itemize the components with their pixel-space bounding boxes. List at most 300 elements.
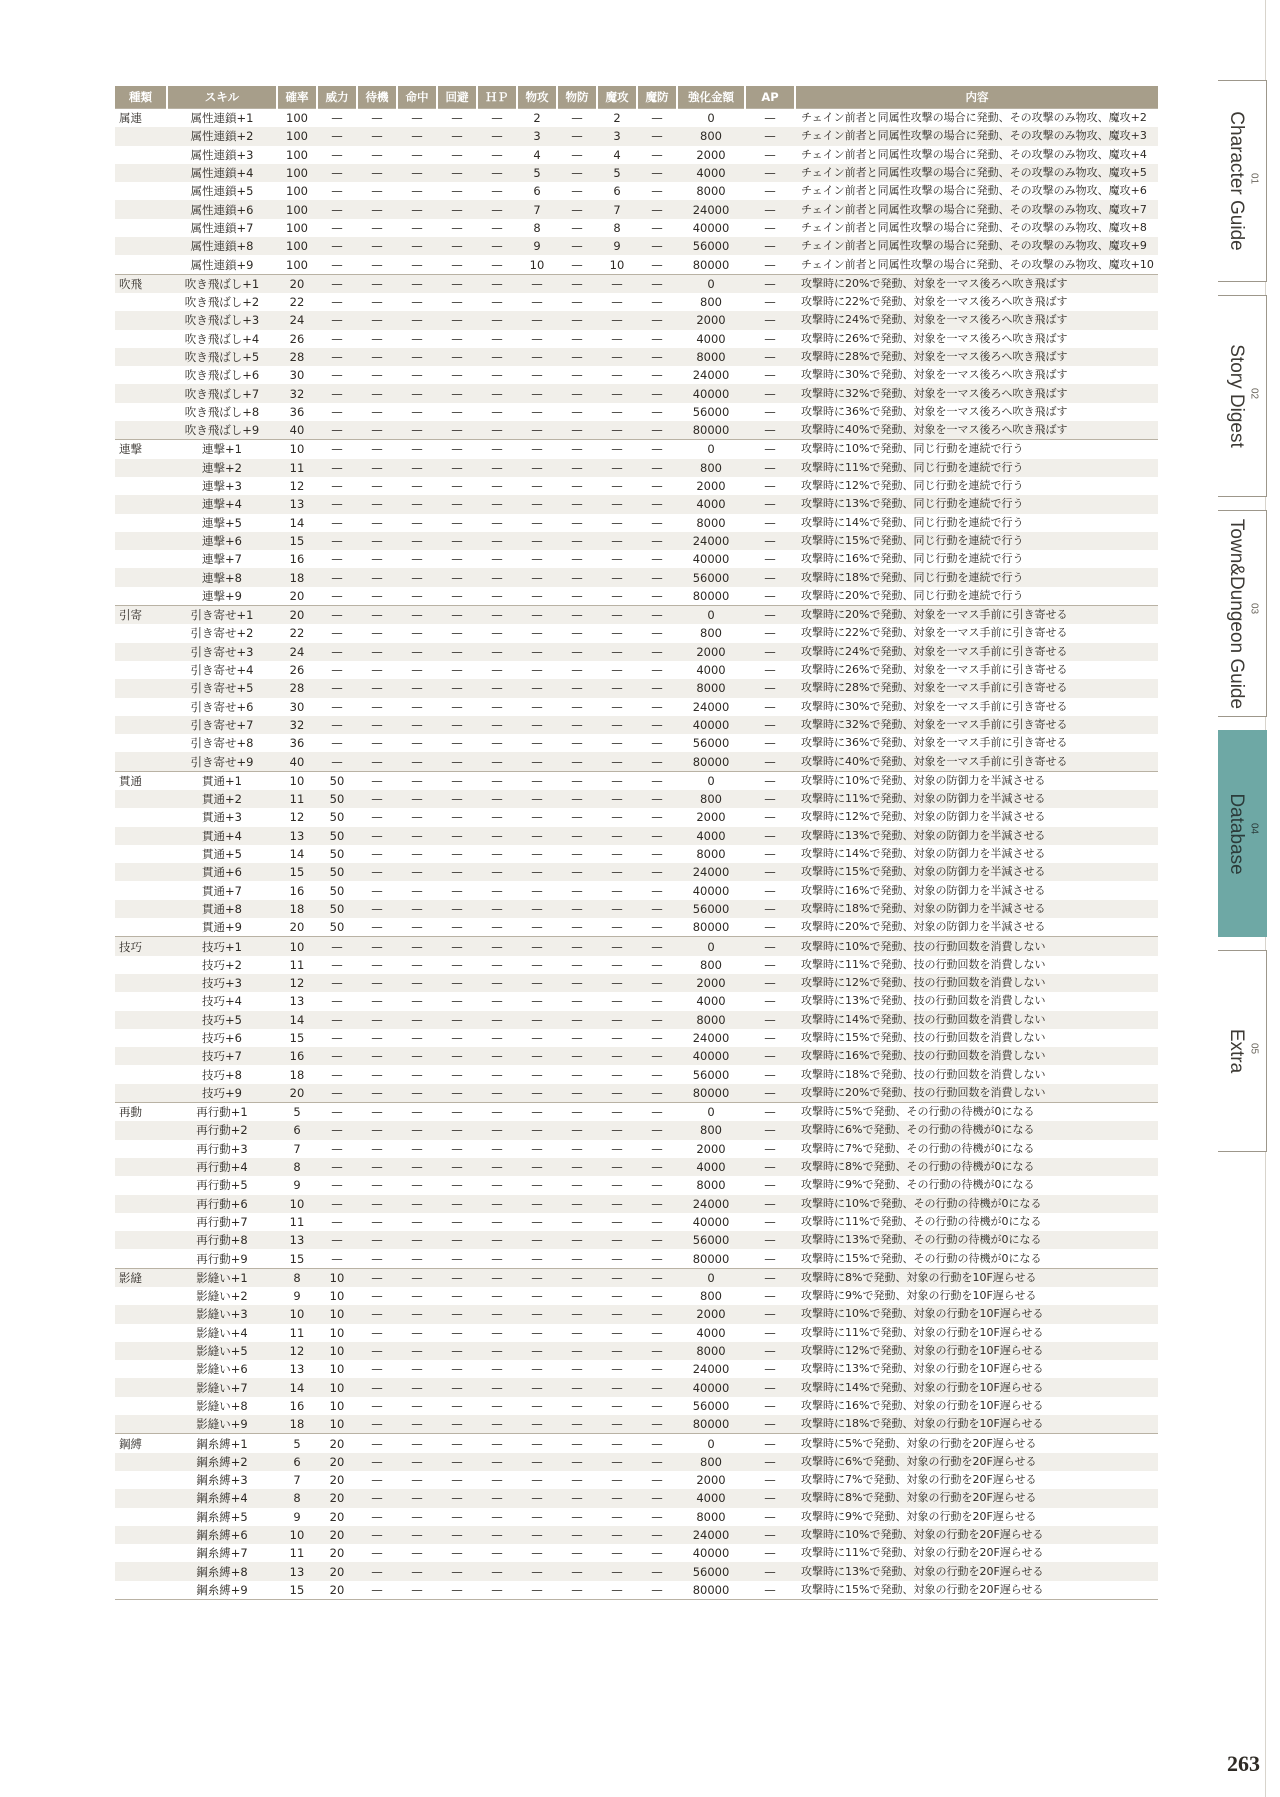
skill-type-cell [115,311,167,329]
hp-cell: — [491,883,503,898]
ap-cell: — [745,127,795,145]
mag-atk-cell: — [597,532,637,550]
skill-type-cell: 吹飛 [115,274,167,293]
description-cell: 攻撃時に36%で発動、対象を一マス後ろへ吹き飛ばす [801,404,1068,418]
table-row [115,403,1158,421]
ap-cell: — [745,752,795,771]
section-tab-1[interactable] [1218,80,1267,282]
power-cell: — [317,1158,357,1176]
skill-type-cell: 再動 [115,1103,167,1122]
mag-atk-cell: — [597,440,637,459]
wait-cell: — [371,1546,383,1561]
ap-cell: — [745,1489,795,1507]
description-cell: チェイン前者と同属性攻撃の場合に発動、その攻撃のみ物攻、魔攻+6 [801,184,1147,198]
accuracy-cell: — [411,920,423,935]
skill-name-cell: 連撃+1 [167,440,277,459]
wait-cell: — [371,1214,383,1229]
mag-atk-cell: — [597,1103,637,1122]
wait-cell: — [357,1268,397,1287]
ap-cell: — [764,1325,776,1340]
evasion-cell: — [437,164,477,182]
column-header: AP [745,86,795,109]
mag-def-cell: — [637,200,677,218]
wait-cell: — [371,1362,383,1377]
rate-cell: 100 [277,109,317,128]
upgrade-cost-cell: 0 [677,1268,745,1287]
ap-cell: — [745,200,795,218]
hp-cell: — [477,348,517,366]
wait-cell: — [357,109,397,128]
description-cell: 攻撃時に20%で発動、対象を一マス後ろへ吹き飛ばす [795,274,1158,293]
mag-atk-cell: — [597,1489,637,1507]
description-cell: 攻撃時に16%で発動、対象の行動を10F遅らせる [801,1398,1044,1412]
upgrade-cost-cell: 56000 [692,1398,730,1413]
description-cell: 攻撃時に8%で発動、その行動の待機が0になる [795,1158,1158,1176]
description-cell: 攻撃時に20%で発動、対象の防御力を半減させる [801,920,1046,934]
power-cell: — [317,532,357,550]
phys-def-cell: — [557,274,597,293]
hp-cell: — [477,311,517,329]
upgrade-cost-cell: 0 [677,274,745,293]
mag-atk-cell: — [597,421,637,440]
upgrade-cost-cell: 2000 [696,1473,726,1488]
skill-type-cell [115,587,167,606]
skill-name-cell: 属性連鎖+7 [190,220,254,235]
table-row [115,643,1158,661]
upgrade-cost-cell: 8000 [696,1509,726,1524]
phys-atk-cell: — [531,920,543,935]
power-cell: — [331,147,343,162]
skill-name-cell: 引き寄せ+7 [167,716,277,734]
phys-atk-cell: — [517,495,557,513]
phys-atk-cell: — [531,736,543,751]
mag-atk-cell: — [597,790,637,808]
mag-def-cell: — [637,1047,677,1065]
wait-cell: — [371,331,383,346]
evasion-cell: — [451,331,463,346]
rate-cell: 22 [289,626,305,641]
upgrade-cost-cell: 8000 [696,1178,726,1193]
rate-cell: 14 [289,515,305,530]
evasion-cell: — [437,421,477,440]
upgrade-cost-cell: 4000 [696,331,726,346]
wait-cell: — [357,1084,397,1103]
upgrade-cost-cell: 24000 [677,1195,745,1213]
skill-type-cell [115,1508,167,1526]
skill-type-cell [115,255,167,274]
phys-def-cell: — [557,1453,597,1471]
skill-name-cell: 貫通+1 [167,771,277,790]
hp-cell: — [491,994,503,1009]
skill-name-cell: 引き寄せ+4 [190,663,254,678]
skill-name-cell: 引き寄せ+8 [190,736,254,751]
description-cell: 攻撃時に10%で発動、対象の行動を20F遅らせる [795,1526,1158,1544]
wait-cell: — [371,1178,383,1193]
rate-cell: 36 [289,404,305,419]
ap-cell: — [745,771,795,790]
rate-cell: 26 [289,331,305,346]
description-cell: 攻撃時に11%で発動、対象の行動を20F遅らせる [801,1546,1044,1560]
ap-cell: — [745,1103,795,1122]
mag-atk-cell: 6 [613,184,621,199]
description-cell: 攻撃時に7%で発動、その行動の待機が0になる [801,1141,1035,1155]
ap-cell: — [745,459,795,477]
wait-cell: — [357,495,397,513]
accuracy-cell: — [411,220,423,235]
column-header: 内容 [795,86,1158,109]
skill-type-cell: 属連 [115,109,167,128]
ap-cell: — [745,1011,795,1029]
mag-atk-cell: 2 [597,109,637,128]
phys-atk-cell: — [517,1489,557,1507]
accuracy-cell: — [411,588,423,603]
evasion-cell: — [451,404,463,419]
rate-cell: 5 [277,1103,317,1122]
ap-cell: — [764,994,776,1009]
skill-type-cell [115,992,167,1010]
skill-name-cell: 再行動+8 [167,1231,277,1249]
power-cell: — [317,440,357,459]
ap-cell: — [764,847,776,862]
skill-type-cell [115,1378,167,1396]
ap-cell: — [764,588,776,603]
phys-def-cell: — [557,1526,597,1544]
rate-cell: 8 [277,1158,317,1176]
skill-name-cell: 吹き飛ばし+1 [167,274,277,293]
phys-atk-cell: — [531,1030,543,1045]
ap-cell: — [764,331,776,346]
mag-def-cell: — [651,1398,663,1413]
phys-atk-cell: 10 [529,257,545,272]
wait-cell: — [357,827,397,845]
evasion-cell: — [437,1489,477,1507]
phys-def-cell: — [571,295,583,310]
skill-name-cell: 技巧+1 [167,937,277,956]
mag-def-cell: — [637,1581,677,1600]
skill-type-cell [115,863,167,881]
rate-cell: 14 [277,1011,317,1029]
mag-atk-cell: — [597,716,637,734]
evasion-cell: — [437,109,477,128]
table-row [115,1249,1158,1268]
skill-type-cell [115,1562,167,1580]
ap-cell: — [745,495,795,513]
table-row [115,698,1158,716]
phys-def-cell: — [557,790,597,808]
description-cell: 攻撃時に15%で発動、その行動の待機が0になる [801,1251,1042,1265]
phys-atk-cell: — [531,368,543,383]
skill-name-cell: 属性連鎖+3 [190,147,254,162]
mag-def-cell: — [651,957,663,972]
mag-def-cell: — [637,348,677,366]
accuracy-cell: — [397,274,437,293]
evasion-cell: — [437,1562,477,1580]
mag-def-cell: — [637,679,677,697]
mag-def-cell: — [651,1325,663,1340]
accuracy-cell: — [411,552,423,567]
section-tab-label: Town&Dungeon Guide [1226,518,1247,709]
phys-atk-cell: — [531,1214,543,1229]
table-row [115,845,1158,863]
section-tab-label: Character Guide [1226,111,1247,251]
accuracy-cell: — [397,495,437,513]
ap-cell: — [745,716,795,734]
power-cell: — [317,974,357,992]
skill-type-cell [115,384,167,402]
phys-def-cell: — [557,440,597,459]
section-tab-5[interactable] [1218,950,1267,1152]
description-cell: 攻撃時に36%で発動、対象を一マス手前に引き寄せる [801,736,1068,750]
skill-name-cell: 吹き飛ばし+9 [167,421,277,440]
phys-atk-cell: — [517,440,557,459]
wait-cell: — [357,1011,397,1029]
phys-def-cell: — [557,1121,597,1139]
accuracy-cell: — [411,957,423,972]
phys-def-cell: — [557,109,597,128]
description-cell: 攻撃時に20%で発動、技の行動回数を消費しない [795,1084,1158,1103]
skill-name-cell: 鋼糸縛+1 [167,1434,277,1453]
phys-atk-cell: 6 [533,184,541,199]
mag-def-cell: — [637,1562,677,1580]
mag-atk-cell: — [597,679,637,697]
table-row [115,881,1158,899]
accuracy-cell: — [411,810,423,825]
phys-def-cell: — [557,1378,597,1396]
phys-atk-cell: 7 [517,200,557,218]
power-cell: — [317,237,357,255]
phys-def-cell: — [557,1195,597,1213]
table-row [115,109,1158,128]
skill-type-cell [115,532,167,550]
upgrade-cost-cell: 4000 [677,827,745,845]
upgrade-cost-cell: 800 [700,626,722,641]
skill-type-cell [115,900,167,918]
hp-cell: — [491,1178,503,1193]
description-cell: チェイン前者と同属性攻撃の場合に発動、その攻撃のみ物攻、魔攻+2 [795,109,1158,128]
ap-cell: — [745,1305,795,1323]
hp-cell: — [477,1434,517,1453]
ap-cell: — [745,440,795,459]
power-cell: — [331,479,343,494]
accuracy-cell: — [411,147,423,162]
rate-cell: 14 [289,847,305,862]
rate-cell: 11 [277,459,317,477]
hp-cell: — [491,1398,503,1413]
mag-def-cell: — [637,1305,677,1323]
description-cell: 攻撃時に16%で発動、同じ行動を連続で行う [801,552,1024,566]
mag-def-cell: — [637,127,677,145]
mag-def-cell: — [637,1415,677,1434]
mag-def-cell: — [637,1121,677,1139]
rate-cell: 10 [277,771,317,790]
mag-atk-cell: — [611,883,623,898]
rate-cell: 6 [277,1121,317,1139]
table-row [115,293,1158,311]
mag-def-cell: — [637,790,677,808]
evasion-cell: — [437,1415,477,1434]
mag-def-cell: — [651,883,663,898]
table-row [115,679,1158,697]
phys-def-cell: — [557,1305,597,1323]
section-tab-4[interactable] [1218,730,1267,937]
power-cell: — [331,331,343,346]
phys-atk-cell: — [517,716,557,734]
mag-def-cell: — [651,1141,663,1156]
phys-atk-cell: — [531,626,543,641]
rate-cell: 16 [277,1047,317,1065]
wait-cell: — [371,552,383,567]
wait-cell: — [371,1141,383,1156]
skill-name-cell: 連撃+5 [202,515,242,530]
ap-cell: — [764,295,776,310]
phys-def-cell: — [571,184,583,199]
description-cell: 攻撃時に26%で発動、対象を一マス後ろへ吹き飛ばす [801,331,1068,345]
power-cell: — [317,643,357,661]
section-tab-3[interactable] [1218,510,1267,717]
ap-cell: — [745,237,795,255]
power-cell: — [331,588,343,603]
description-cell: 攻撃時に13%で発動、対象の行動を10F遅らせる [801,1362,1044,1376]
accuracy-cell: — [411,883,423,898]
rate-cell: 11 [289,1325,305,1340]
accuracy-cell: — [411,1214,423,1229]
skill-type-cell [115,127,167,145]
skill-name-cell: 属性連鎖+4 [167,164,277,182]
mag-def-cell: — [637,1453,677,1471]
phys-atk-cell: — [531,1398,543,1413]
ap-cell: — [745,1342,795,1360]
skill-type-cell [115,1471,167,1489]
column-header: 確率 [277,86,317,109]
hp-cell: — [477,679,517,697]
accuracy-cell: — [411,1546,423,1561]
mag-atk-cell: — [597,1581,637,1600]
ap-cell: — [764,626,776,641]
rate-cell: 11 [289,957,305,972]
accuracy-cell: — [411,1325,423,1340]
skill-name-cell: 影縫い+6 [196,1362,248,1377]
hp-cell: — [477,606,517,625]
description-cell: 攻撃時に12%で発動、対象の行動を10F遅らせる [795,1342,1158,1360]
table-row [115,182,1158,200]
rate-cell: 12 [289,810,305,825]
ap-cell: — [745,1562,795,1580]
mag-atk-cell: — [597,606,637,625]
table-row [115,568,1158,586]
upgrade-cost-cell: 0 [677,1434,745,1453]
phys-def-cell: — [571,331,583,346]
evasion-cell: — [437,1084,477,1103]
power-cell: 20 [329,1473,345,1488]
skill-type-cell [115,1249,167,1268]
accuracy-cell: — [397,606,437,625]
description-cell: 攻撃時に8%で発動、対象の行動を20F遅らせる [795,1489,1158,1507]
skill-name-cell: 再行動+4 [167,1158,277,1176]
table-row [115,366,1158,384]
phys-def-cell: — [557,421,597,440]
skill-type-cell [115,477,167,495]
wait-cell: — [357,440,397,459]
table-row [115,146,1158,164]
description-cell: 攻撃時に28%で発動、対象を一マス手前に引き寄せる [795,679,1158,697]
ap-cell: — [745,311,795,329]
hp-cell: — [477,109,517,128]
rate-cell: 7 [293,1141,301,1156]
phys-def-cell: — [557,937,597,956]
phys-def-cell: — [557,1581,597,1600]
skill-name-cell: 連撃+6 [167,532,277,550]
mag-atk-cell: — [611,1214,623,1229]
hp-cell: — [477,1562,517,1580]
accuracy-cell: — [397,421,437,440]
description-cell: チェイン前者と同属性攻撃の場合に発動、その攻撃のみ物攻、魔攻+3 [795,127,1158,145]
mag-atk-cell: — [611,515,623,530]
upgrade-cost-cell: 2000 [696,810,726,825]
phys-atk-cell: — [531,515,543,530]
table-row [115,1342,1158,1360]
accuracy-cell: — [411,994,423,1009]
mag-def-cell: — [637,900,677,918]
phys-def-cell: — [557,1342,597,1360]
ap-cell: — [745,1434,795,1453]
description-cell: 攻撃時に15%で発動、対象の行動を20F遅らせる [795,1581,1158,1600]
table-row [115,550,1158,568]
power-cell: — [317,568,357,586]
section-tab-2[interactable] [1218,295,1267,497]
phys-atk-cell: — [531,699,543,714]
phys-def-cell: — [557,200,597,218]
rate-cell: 32 [277,384,317,402]
skill-type-cell: 影縫 [115,1268,167,1287]
phys-atk-cell: — [517,274,557,293]
power-cell: — [331,699,343,714]
mag-def-cell: — [651,699,663,714]
power-cell: — [317,1231,357,1249]
accuracy-cell: — [397,863,437,881]
ap-cell: — [764,1509,776,1524]
description-cell: 攻撃時に12%で発動、対象の防御力を半減させる [801,810,1046,824]
phys-def-cell: — [557,1158,597,1176]
skill-name-cell: 引き寄せ+6 [190,699,254,714]
skill-type-cell [115,1084,167,1103]
phys-def-cell: — [571,515,583,530]
section-tab-number: 02 [1248,387,1260,400]
description-cell: 攻撃時に18%で発動、対象の防御力を半減させる [795,900,1158,918]
ap-cell: — [764,1214,776,1229]
skill-name-cell: 再行動+9 [196,1251,248,1266]
mag-def-cell: — [651,736,663,751]
phys-atk-cell: — [517,1526,557,1544]
page-number: 263 [1227,1751,1260,1776]
description-cell: 攻撃時に30%で発動、対象を一マス手前に引き寄せる [801,699,1068,713]
mag-atk-cell: — [611,588,623,603]
phys-atk-cell: — [517,1415,557,1434]
skill-type-cell [115,1415,167,1434]
skill-name-cell: 貫通+5 [202,847,242,862]
phys-def-cell: — [557,1268,597,1287]
mag-def-cell: — [651,220,663,235]
evasion-cell: — [451,1398,463,1413]
skill-name-cell: 貫通+4 [167,827,277,845]
accuracy-cell: — [411,1398,423,1413]
evasion-cell: — [437,200,477,218]
column-header: 物防 [557,86,597,109]
hp-cell: — [477,752,517,771]
mag-atk-cell: — [611,699,623,714]
phys-atk-cell: — [517,752,557,771]
table-body [115,109,1158,1600]
ap-cell: — [764,736,776,751]
